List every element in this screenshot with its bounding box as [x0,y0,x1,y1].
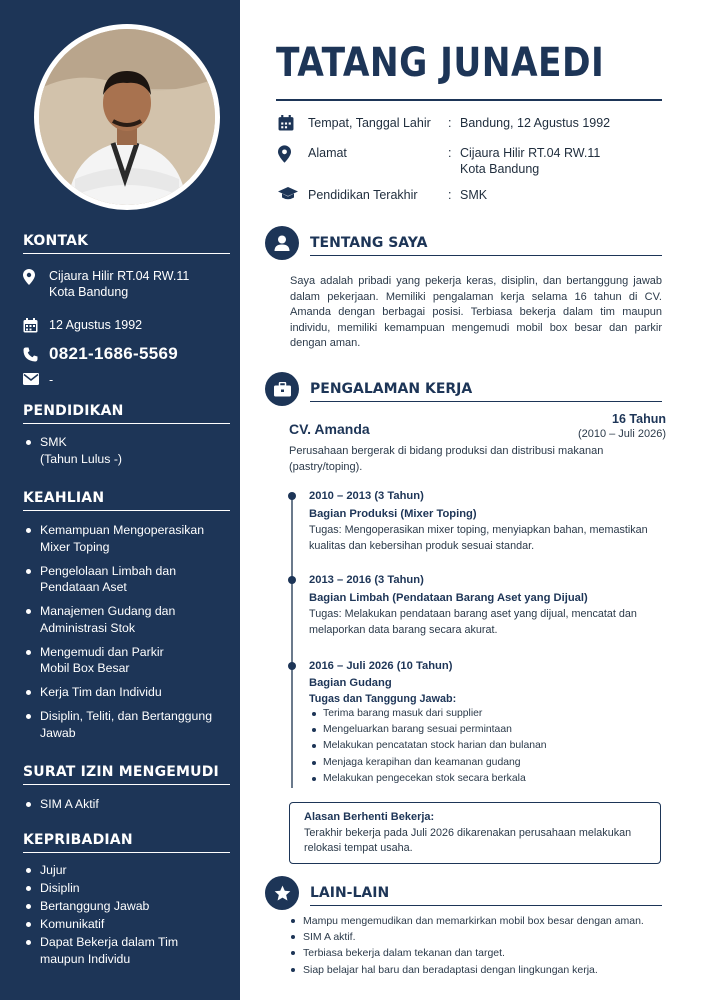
position-warehouse [309,660,664,787]
contact-title: KONTAK [23,233,230,254]
education-item: SMK (Tahun Lulus -) [23,434,230,467]
skills-title: KEAHLIAN [23,490,230,511]
timeline-dot [288,492,296,500]
timeline-line [291,494,293,788]
info-colon: : [448,188,452,202]
skill-item: Disiplin, Teliti, dan Bertanggung Jawab [23,708,230,741]
candidate-name: TATANG JUNAEDI [276,40,605,86]
position-production [309,490,664,554]
position-role: Bagian Produksi (Mixer Toping) [309,508,477,520]
position-task-list [309,706,664,787]
contact-birthdate-text: 12 Agustus 1992 [49,318,143,332]
position-period: 2016 – Juli 2026 (10 Tahun) [309,660,453,672]
personality-list [23,862,230,967]
contact-birthdate [23,317,230,333]
position-role: Bagian Gudang [309,677,392,689]
info-colon: : [448,116,452,130]
info-value: Cijaura Hilir RT.04 RW.11 Kota Bandung [460,146,601,176]
about-header [265,226,662,260]
skill-item: Kerja Tim dan Individu [23,684,230,701]
personality-item: Bertanggung Jawab [23,898,230,915]
experience-divider [310,401,662,402]
user-icon [265,226,299,260]
about-text: Saya adalah pribadi yang pekerja keras, disiplin, dan bertanggung jawab dalam pekerjaan. Memiliki pengalaman kerja selama 16 tahun di CV. Amanda dengan berbagai posisi. Terbiasa bekerja dalam tim maupun individu, memiliki kemampuan mengemudi mobil box besar dan parkir dengan aman. [290,275,662,350]
education-list [23,434,230,467]
other-item: Siap belajar hal baru dan beradaptasi dengan lingkungan kerja. [290,962,662,978]
experience-title: PENGALAMAN KERJA [310,381,473,397]
info-education [278,187,660,205]
task-item: Terima barang masuk dari supplier [309,706,664,722]
personality-item: Dapat Bekerja dalam Tim maupun Individu [23,934,230,967]
company-name: CV. Amanda [289,421,370,437]
timeline-dot [288,576,296,584]
other-item: SIM A aktif. [290,929,662,945]
company-period: (2010 – Juli 2026) [577,428,666,440]
contact-email-text: - [49,373,54,387]
personality-section [23,832,230,969]
task-item: Menjaga kerapihan dan keamanan gudang [309,755,664,771]
briefcase-icon [265,372,299,406]
contact-phone-number[interactable]: 0821-1686-5569 [49,344,178,363]
resignation-reason-box [289,802,661,864]
info-label: Tempat, Tanggal Lahir [308,116,431,130]
other-list [290,913,662,978]
contact-section [23,233,230,388]
task-item: Mengeluarkan barang sesuai permintaan [309,722,664,738]
skill-item: Kemampuan Mengoperasikan Mixer Toping [23,522,230,555]
skill-item: Mengemudi dan Parkir Mobil Box Besar [23,644,230,677]
education-section [23,403,230,475]
skill-item: Pengelolaan Limbah dan Pendataan Aset [23,563,230,596]
position-role: Bagian Limbah (Pendataan Barang Aset yang Dijual) [309,592,588,604]
skills-section [23,490,230,749]
company-duration: 16 Tahun [612,412,666,426]
about-divider [310,255,662,256]
envelope-icon [23,372,49,385]
other-item: Mampu mengemudikan dan memarkirkan mobil box besar dengan aman. [290,913,662,929]
info-address [278,145,660,177]
license-title: SURAT IZIN MENGEMUDI [23,764,230,785]
personality-title: KEPRIBADIAN [23,832,230,853]
task-item: Melakukan pengecekan stok secara berkala [309,771,664,787]
position-description: Tugas: Mengoperasikan mixer toping, menyiapkan bahan, memastikan kualitas dan kebersihan produk sesuai standar. [309,524,648,552]
timeline-dot [288,662,296,670]
personality-item: Disiplin [23,880,230,897]
education-title: PENDIDIKAN [23,403,230,424]
other-item: Terbiasa bekerja dalam tekanan dan target. [290,945,662,961]
info-value: Bandung, 12 Agustus 1992 [460,116,611,130]
calendar-icon [278,115,308,135]
reason-title: Alasan Berhenti Bekerja: [304,811,435,823]
info-value: SMK [460,188,488,202]
position-description: Tugas: Melakukan pendataan barang aset yang dijual, mencatat dan melaporkan data barang secara akurat. [309,608,637,636]
license-list [23,796,230,813]
star-icon [265,876,299,910]
profile-photo [39,29,215,205]
phone-icon [23,346,49,362]
contact-address [23,268,230,300]
sidebar [0,0,240,1000]
personality-item: Jujur [23,862,230,879]
info-label: Alamat [308,146,347,160]
skills-list [23,522,230,741]
about-title: TENTANG SAYA [310,235,428,251]
position-period: 2013 – 2016 (3 Tahun) [309,574,424,586]
other-header [265,876,662,910]
other-divider [310,905,662,906]
experience-header [265,372,662,406]
info-label: Pendidikan Terakhir [308,188,418,202]
contact-address-text: Cijaura Hilir RT.04 RW.11 Kota Bandung [49,269,190,299]
graduation-cap-icon [278,187,308,205]
contact-email [23,372,230,388]
personality-item: Komunikatif [23,916,230,933]
profile-photo-frame [34,24,220,210]
info-birth [278,115,660,135]
name-divider [276,99,662,101]
calendar-icon [23,317,49,333]
location-pin-icon [278,145,308,177]
task-item: Melakukan pencatatan stock harian dan bulanan [309,738,664,754]
location-pin-icon [23,268,49,285]
license-item: SIM A Aktif [23,796,230,813]
reason-text: Terakhir bekerja pada Juli 2026 dikarenakan perusahaan melakukan relokasi tempat usaha. [304,827,632,854]
contact-phone[interactable] [23,346,230,362]
skill-item: Manajemen Gudang dan Administrasi Stok [23,603,230,636]
position-tasks-title: Tugas dan Tanggung Jawab: [309,693,457,705]
position-period: 2010 – 2013 (3 Tahun) [309,490,424,502]
position-waste [309,574,664,638]
company-description: Perusahaan bergerak di bidang produksi dan distribusi makanan (pastry/toping). [289,445,604,473]
license-section [23,764,230,820]
other-title: LAIN-LAIN [310,885,390,901]
info-colon: : [448,146,452,160]
